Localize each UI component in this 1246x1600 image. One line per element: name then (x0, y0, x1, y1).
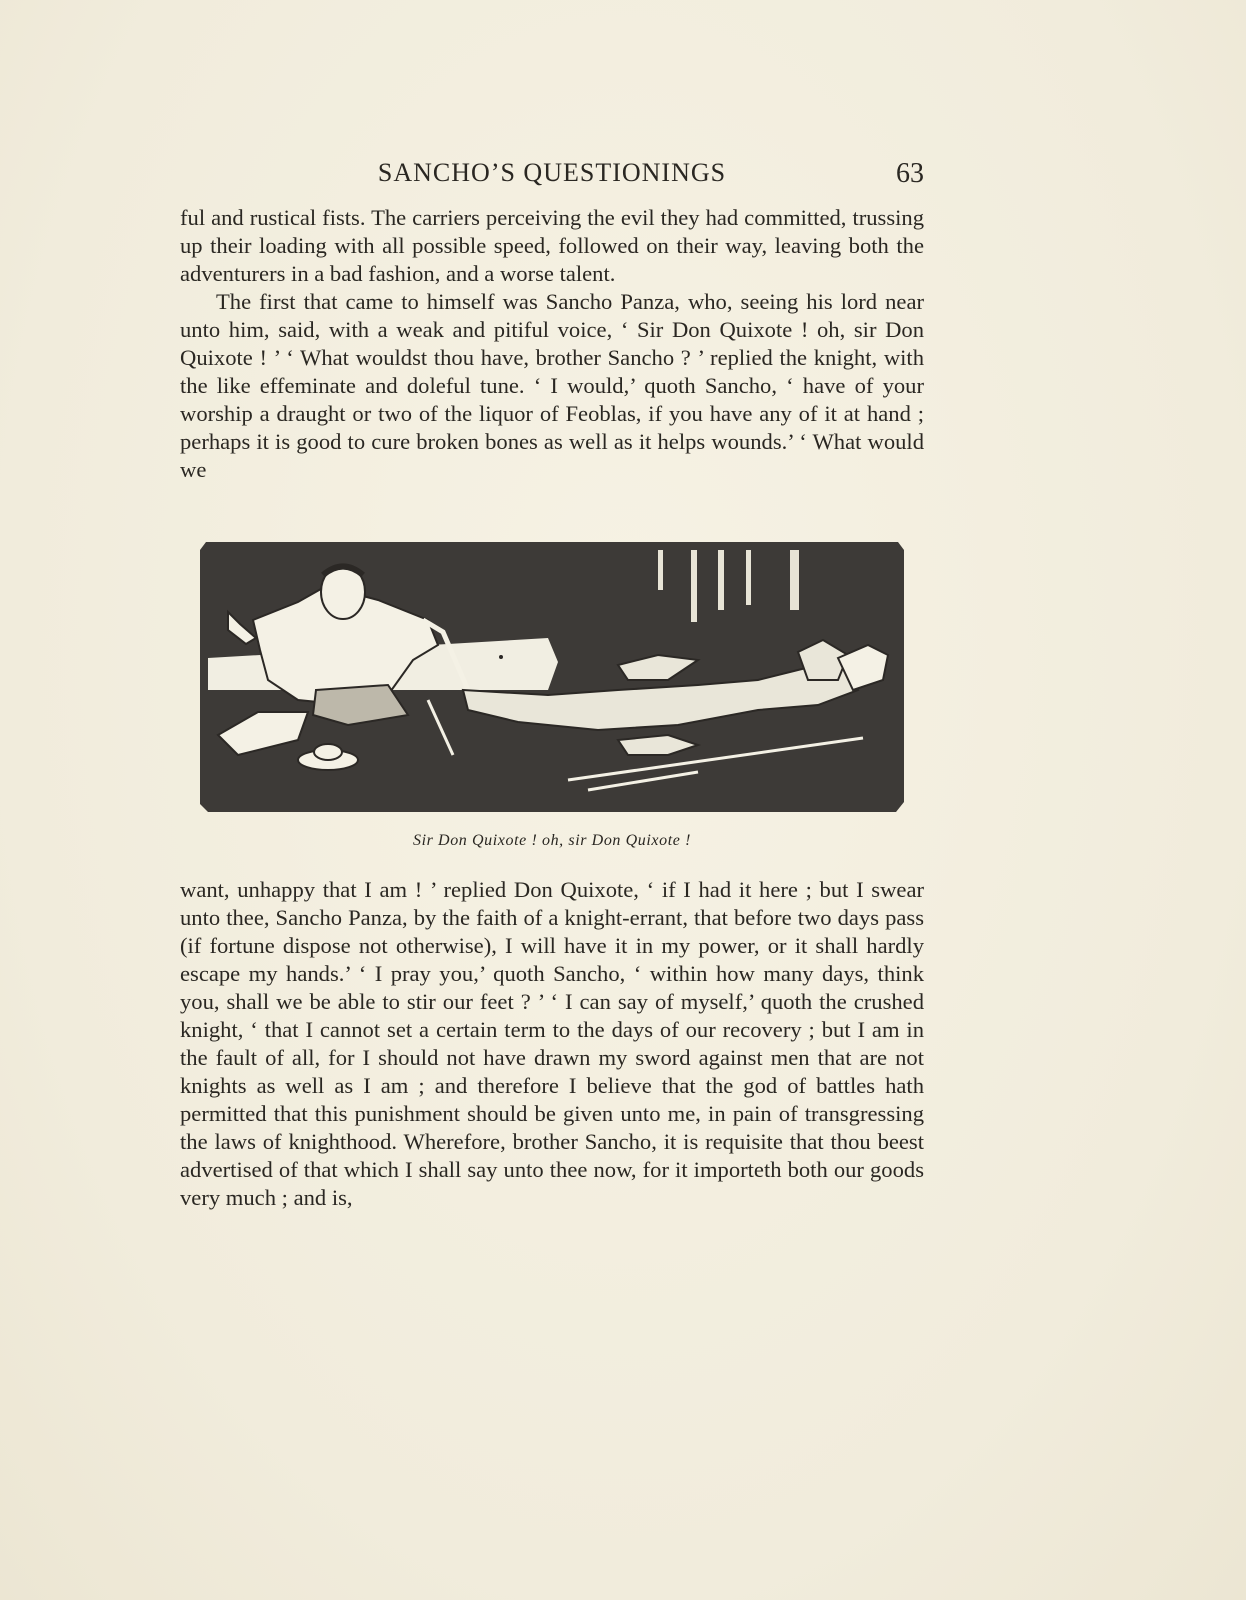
text-block-top (180, 204, 924, 484)
woodcut-image (198, 540, 908, 815)
paragraph: ful and rustical fists. The carriers perceiving the evil they had committed, trussing up their loading with all possible speed, followed on their way, leaving both the adventurers in a bad fashion, and a worse talent. (180, 205, 924, 286)
woodcut-illustration (198, 540, 908, 815)
paragraph: want, unhappy that I am ! ’ replied Don Quixote, ‘ if I had it here ; but I swear unto thee, Sancho Panza, by the faith of a knight-errant, that before two days pass (if fortune dispose not otherwise), I will have it in my power, or it shall hardly escape my hands.’ ‘ I pray you,’ quoth Sancho, ‘ within how many days, think you, shall we be able to stir our feet ? ’ ‘ I can say of myself,’ quoth the crushed knight, ‘ that I cannot set a certain term to the days of our recovery ; but I am in the fault of all, for I should not have drawn my sword against men that are not knights as well as I am ; and therefore I believe that the god of battles hath permitted that this punishment should be given unto me, in pain of transgressing the laws of knighthood. Wherefore, brother Sancho, it is requisite that thou beest advertised of that which I shall say unto thee now, for it importeth both our goods very much ; and is, (180, 877, 924, 1210)
page-number: 63 (896, 158, 924, 189)
running-head (180, 158, 924, 192)
figure-caption: Sir Don Quixote ! oh, sir Don Quixote ! (412, 832, 692, 849)
paragraph: The first that came to himself was Sancho Panza, who, seeing his lord near unto him, said, with a weak and pitiful voice, ‘ Sir Don Quixote ! oh, sir Don Quixote ! ’ ‘ What wouldst thou have, brother Sancho ? ’ replied the knight, with the like effeminate and doleful tune. ‘ I would,’ quoth Sancho, ‘ have of your worship a draught or two of the liquor of Feoblas, if you have any of it at hand ; perhaps it is good to cure broken bones as well as it helps wounds.’ ‘ What would we (180, 289, 924, 482)
text-block-bottom (180, 876, 924, 1212)
running-title: SANCHO’S QUESTIONINGS (377, 158, 727, 187)
